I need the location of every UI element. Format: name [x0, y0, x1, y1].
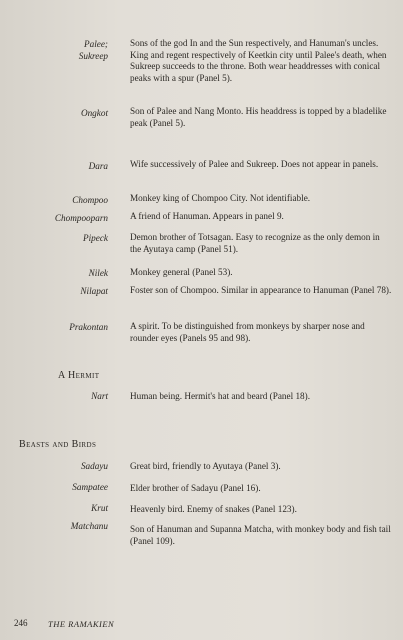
entry-name: Matchanu — [70, 521, 108, 531]
entry-name: Nilek — [88, 268, 108, 278]
entry-description: Great bird, friendly to Ayutaya (Panel 3). — [130, 461, 281, 471]
page-number: 246 — [14, 618, 28, 628]
entry-description: Sons of the god In and the Sun respectively, and Hanuman's uncles. King and regent respectively of Keetkin city until Palee's death, when Sukreep succeeds to the throne. Both wear headdresses with conical peaks with a spur (Panel 5). — [130, 38, 387, 83]
entry-description: Wife successively of Palee and Sukreep. Does not appear in panels. — [130, 159, 379, 169]
running-title: THE RAMAKIEN — [48, 619, 115, 629]
entry-description: Monkey king of Chompoo City. Not identifiable. — [130, 193, 311, 203]
entry-name: Sampatee — [72, 482, 108, 492]
entry-name: Palee; Sukreep — [78, 39, 108, 61]
section-heading: Beasts and Birds — [19, 439, 97, 450]
entry-name: Dara — [88, 161, 108, 171]
entry-name: Pipeck — [83, 233, 108, 243]
entry-description: Demon brother of Totsagan. Easy to recognize as the only demon in the Ayutaya camp (Panel 51). — [130, 232, 380, 254]
entry-description: Heavenly bird. Enemy of snakes (Panel 123). — [130, 504, 297, 514]
entry-name: Chompooparn — [54, 213, 108, 223]
entry-description: A spirit. To be distinguished from monkeys by sharper nose and rounder eyes (Panels 95 and 98). — [130, 321, 365, 343]
entry-name: Nilapat — [80, 286, 108, 296]
entry-description: Monkey general (Panel 53). — [130, 267, 233, 277]
entry-description: Foster son of Chompoo. Similar in appearance to Hanuman (Panel 78). — [130, 285, 392, 295]
entry-description: Elder brother of Sadayu (Panel 16). — [130, 483, 261, 493]
entry-description: Son of Palee and Nang Monto. His headdress is topped by a bladelike peak (Panel 5). — [130, 106, 387, 128]
entry-name: Sadayu — [80, 461, 108, 471]
entry-description: Son of Hanuman and Supanna Matcha, with monkey body and fish tail (Panel 109). — [130, 524, 391, 546]
entry-name: Prakontan — [69, 322, 108, 332]
entry-description: A friend of Hanuman. Appears in panel 9. — [130, 211, 284, 221]
section-heading: A Hermit — [58, 370, 100, 381]
entry-description: Human being. Hermit's hat and beard (Panel 18). — [130, 391, 310, 401]
entry-name: Nart — [91, 391, 108, 401]
entry-name: Chompoo — [72, 195, 108, 205]
entry-name: Krut — [91, 503, 108, 513]
entry-name: Ongkot — [80, 108, 108, 118]
